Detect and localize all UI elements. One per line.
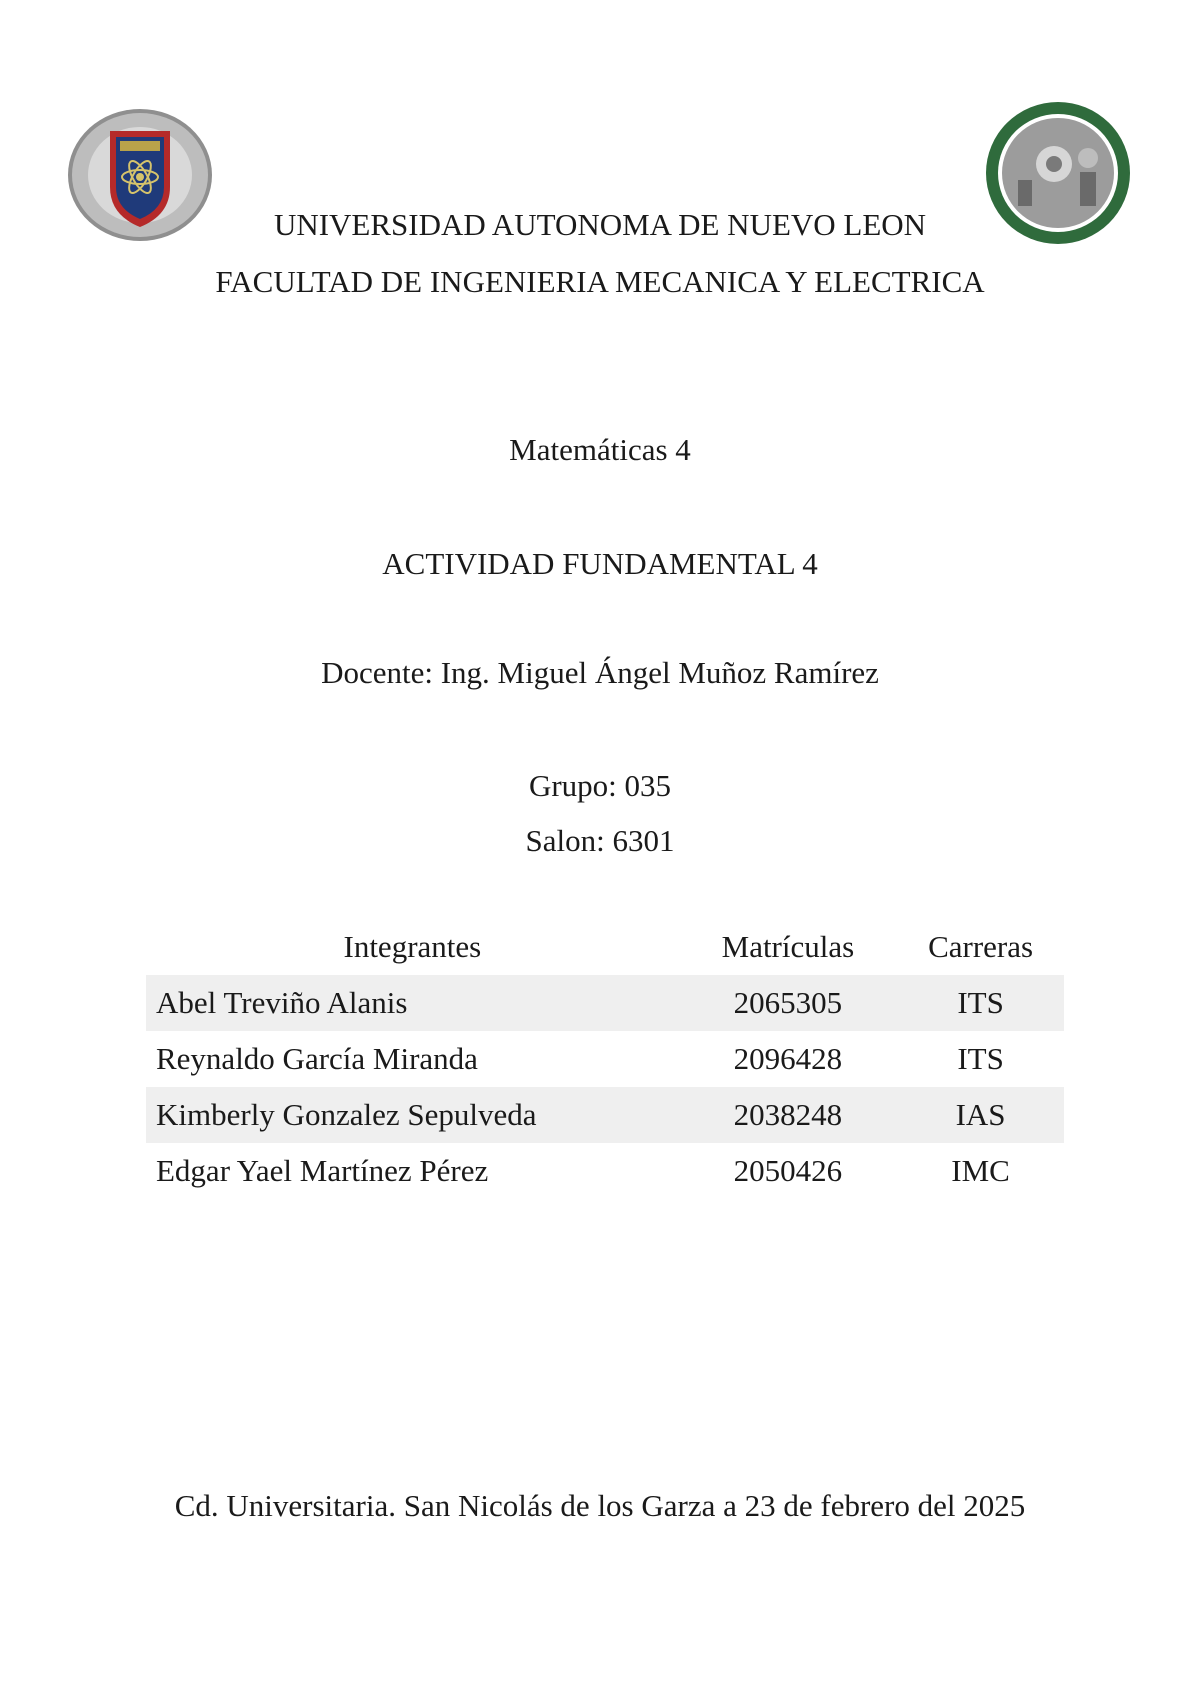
room-number: Salon: 6301 — [525, 823, 675, 858]
member-id: 2038248 — [679, 1087, 897, 1143]
faculty-name: FACULTAD DE INGENIERIA MECANICA Y ELECTRICA — [215, 264, 985, 299]
members-table — [146, 919, 1064, 1199]
member-name: Kimberly Gonzalez Sepulveda — [146, 1087, 679, 1143]
member-id: 2065305 — [679, 975, 897, 1031]
university-name: UNIVERSIDAD AUTONOMA DE NUEVO LEON — [273, 207, 927, 242]
member-id: 2050426 — [733, 1153, 843, 1188]
activity-title: ACTIVIDAD FUNDAMENTAL 4 — [382, 546, 818, 581]
header-integrantes: Integrantes — [343, 929, 482, 964]
member-name: Reynaldo García Miranda — [156, 1041, 478, 1076]
member-name: Abel Treviño Alanis — [146, 975, 679, 1031]
table-header-row — [146, 919, 1064, 975]
table-row — [146, 1031, 1064, 1087]
member-id: 2096428 — [733, 1041, 843, 1076]
member-career: IAS — [897, 1087, 1064, 1143]
subject-title: Matemáticas 4 — [509, 432, 691, 467]
member-career: ITS — [897, 975, 1064, 1031]
group-number: Grupo: 035 — [528, 768, 672, 803]
place-date: Cd. Universitaria. San Nicolás de los Garza a 23 de febrero del 2025 — [174, 1488, 1026, 1523]
teacher-name: Docente: Ing. Miguel Ángel Muñoz Ramírez — [321, 655, 879, 690]
member-name: Edgar Yael Martínez Pérez — [156, 1153, 489, 1188]
member-career: IMC — [951, 1153, 1010, 1188]
table-row — [146, 1087, 1064, 1143]
table-row — [146, 1143, 1064, 1199]
table-row — [146, 975, 1064, 1031]
header-carreras: Carreras — [928, 929, 1034, 964]
header-matriculas: Matrículas — [721, 929, 855, 964]
member-career: ITS — [957, 1041, 1004, 1076]
